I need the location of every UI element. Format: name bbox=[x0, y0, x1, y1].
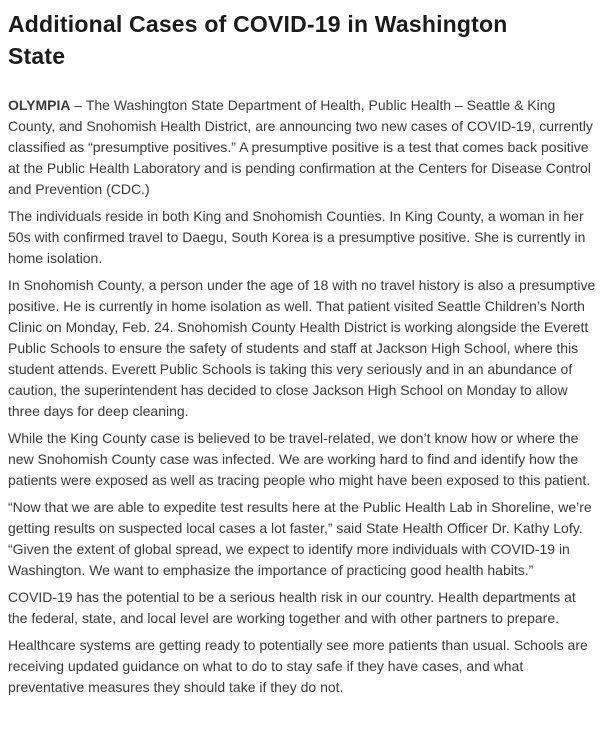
paragraph-olympia-announcement bbox=[8, 95, 598, 200]
paragraph-exposure-investigation bbox=[8, 428, 598, 491]
paragraph-text: In Snohomish County, a person under the age of 18 with no travel history is also a presumptive positive. He is currently in home isolation as well. That patient visited Seattle Children’s North Clinic on Monday, Feb. 24. Snohomish County Health District is working alongside the Everett Public Schools to ensure the safety of students and staff at Jackson High School, where this student attends. Everett Public Schools is taking this very seriously and in an abundance of caution, the superintendent has decided to close Jackson High School on Monday to allow three days for deep cleaning. bbox=[8, 277, 596, 419]
paragraph-text: COVID-19 has the potential to be a serious health risk in our country. Health departments at the federal, state, and local level are working together and with other partners to prepare. bbox=[8, 589, 576, 626]
paragraph-text: While the King County case is believed to be travel-related, we don’t know how or where the new Snohomish County case was infected. We are working hard to find and identify how the patients were exposed as well as tracing people who might have been exposed to this patient. bbox=[8, 430, 591, 488]
page-title: Additional Cases of COVID-19 in Washington State bbox=[8, 11, 508, 69]
paragraph-text: The individuals reside in both King and Snohomish Counties. In King County, a woman in her 50s with confirmed travel to Daegu, South Korea is a presumptive positive. She is currently in home isolation. bbox=[8, 208, 586, 266]
dateline: OLYMPIA bbox=[8, 97, 71, 113]
paragraph-healthcare-preparation bbox=[8, 635, 598, 698]
paragraph-health-officer-quote bbox=[8, 497, 598, 581]
paragraph-king-county-case bbox=[8, 206, 598, 269]
paragraph-text: Healthcare systems are getting ready to potentially see more patients than usual. Schools are receiving updated guidance on what to do to stay safe if they have cases, and what preventative measures they should take if they do not. bbox=[8, 637, 588, 695]
paragraph-text: “Now that we are able to expedite test results here at the Public Health Lab in Shoreline, we’re getting results on suspected local cases a lot faster,” said State Health Officer Dr. Kathy Lofy. “Given the extent of global spread, we expect to identify more individuals with COVID-19 in Washington. We want to emphasize the importance of practicing good health habits.” bbox=[8, 499, 592, 578]
paragraph-text: – The Washington State Department of Health, Public Health – Seattle & King County, and Snohomish Health District, are announcing two new cases of COVID-19, currently classified as “presumptive positives.” A presumptive positive is a test that comes back positive at the Public Health Laboratory and is pending confirmation at the Centers for Disease Control and Prevention (CDC.) bbox=[8, 97, 593, 197]
paragraph-health-risk bbox=[8, 587, 598, 629]
paragraph-snohomish-county-case bbox=[8, 275, 598, 422]
press-release bbox=[8, 8, 598, 698]
